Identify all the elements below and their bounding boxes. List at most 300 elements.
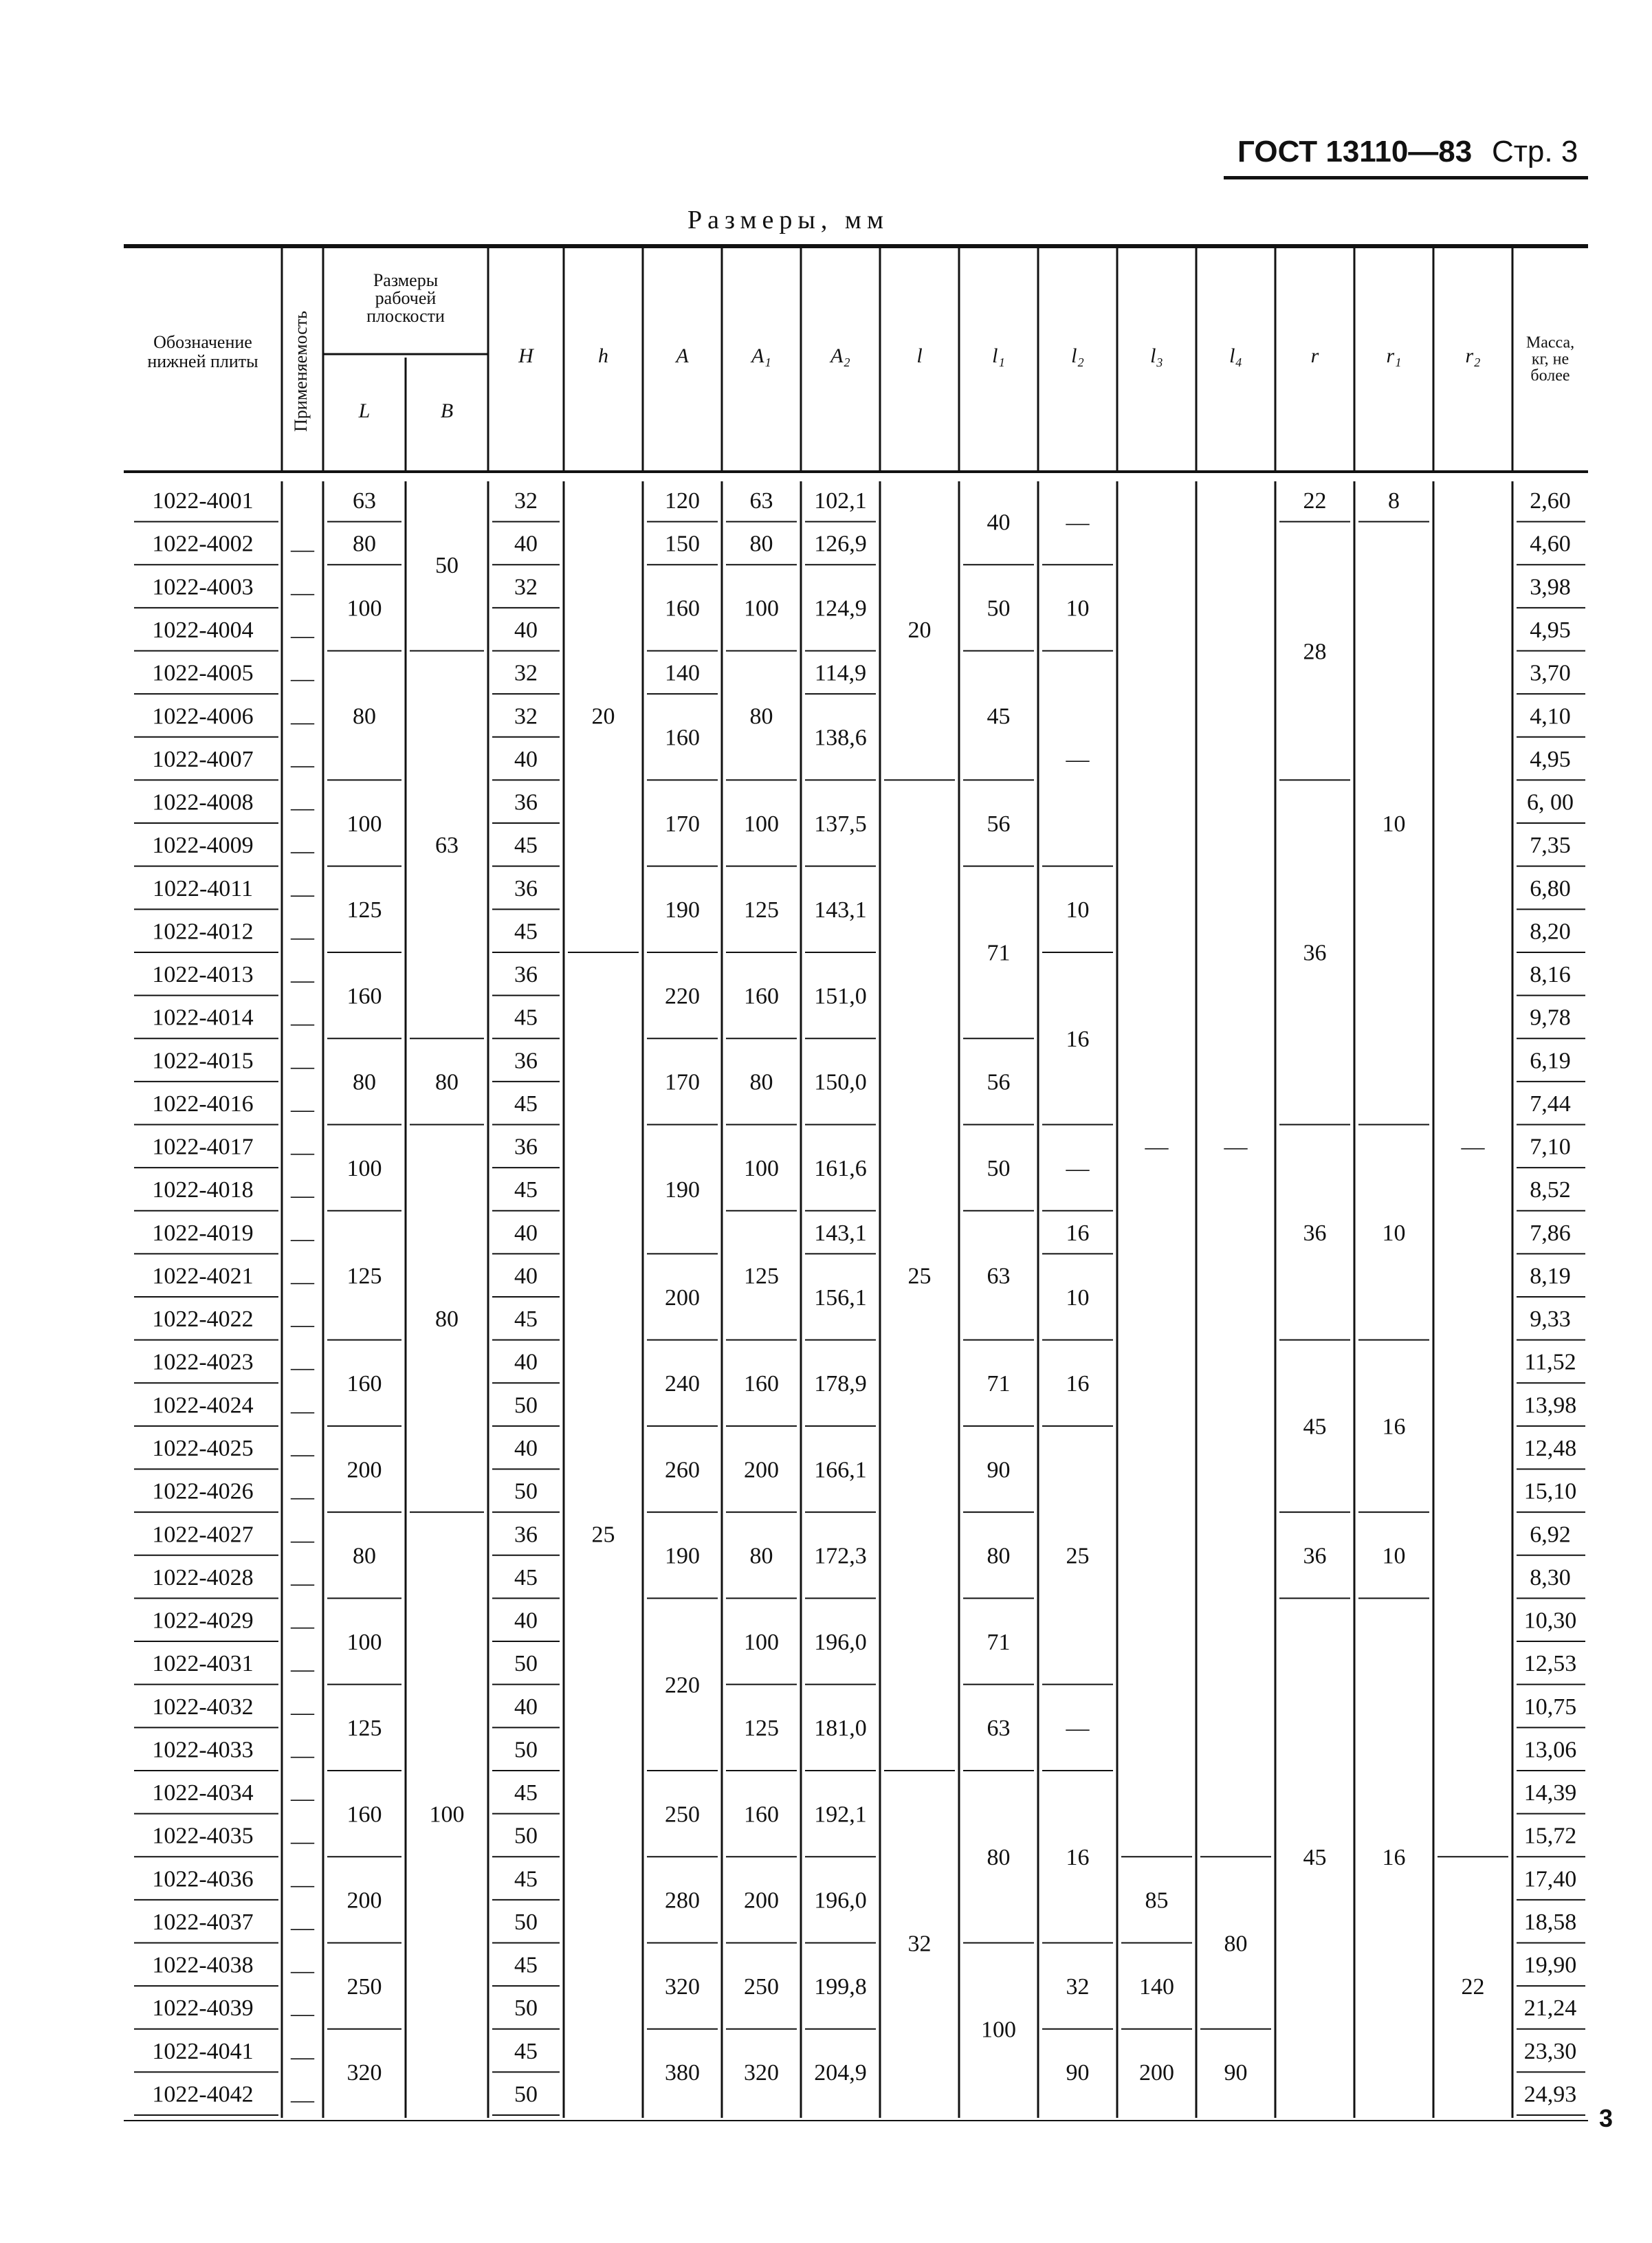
- a-cell: 220: [665, 1672, 700, 1698]
- b-cell: 80: [435, 1069, 459, 1095]
- applicability-cell: —: [291, 838, 314, 864]
- applicability-cell: —: [291, 1312, 314, 1338]
- header-mass: более: [1530, 366, 1570, 385]
- applicability-cell: —: [291, 1914, 314, 1940]
- r2-cell: —: [1461, 1134, 1485, 1160]
- r-cell: 36: [1303, 1220, 1327, 1246]
- a2-cell: 143,1: [814, 897, 867, 923]
- designation-cell: 1022-4038: [152, 1952, 254, 1978]
- h-height-cell: 45: [514, 919, 538, 945]
- l1-cell: 80: [987, 1543, 1011, 1569]
- applicability-cell: —: [291, 924, 314, 950]
- mass-cell: 8,19: [1530, 1263, 1571, 1289]
- h-height-cell: 32: [514, 488, 538, 514]
- applicability-cell: —: [291, 1570, 314, 1596]
- header-designation: Обозначение: [153, 331, 252, 352]
- designation-cell: 1022-4036: [152, 1866, 254, 1892]
- a1-cell: 80: [749, 531, 773, 557]
- mass-cell: 8,20: [1530, 919, 1571, 945]
- designation-cell: 1022-4007: [152, 746, 254, 772]
- designation-cell: 1022-4001: [152, 488, 254, 514]
- mass-cell: 12,48: [1523, 1436, 1577, 1462]
- standard-number: ГОСТ 13110—83: [1237, 135, 1473, 168]
- mass-cell: 6, 00: [1527, 789, 1574, 816]
- applicability-cell: —: [291, 881, 314, 907]
- applicability-cell: —: [291, 1010, 314, 1036]
- l-cell: 100: [346, 1629, 382, 1655]
- designation-cell: 1022-4003: [152, 574, 254, 600]
- mass-cell: 4,60: [1530, 531, 1571, 557]
- l2-cell: —: [1066, 510, 1090, 536]
- a1-cell: 80: [749, 1069, 773, 1095]
- l2-cell: 10: [1066, 897, 1090, 923]
- mass-cell: 10,30: [1523, 1608, 1577, 1634]
- designation-cell: 1022-4034: [152, 1780, 254, 1806]
- header-working-surface: рабочей: [375, 287, 437, 308]
- a-cell: 170: [665, 811, 700, 837]
- h-height-cell: 45: [514, 1866, 538, 1892]
- designation-cell: 1022-4042: [152, 2081, 254, 2108]
- header-l: L: [358, 399, 371, 422]
- r-cell: 36: [1303, 940, 1327, 966]
- a1-cell: 100: [744, 811, 779, 837]
- h-height-cell: 45: [514, 1780, 538, 1806]
- a2-cell: 156,1: [814, 1284, 867, 1311]
- header-working-surface: плоскости: [366, 305, 445, 326]
- a-cell: 220: [665, 983, 700, 1009]
- mass-cell: 13,06: [1523, 1737, 1577, 1763]
- a-cell: 250: [665, 1802, 700, 1828]
- applicability-cell: —: [291, 967, 314, 994]
- l4-cell: 80: [1224, 1931, 1248, 1957]
- designation-cell: 1022-4011: [152, 875, 254, 901]
- mass-cell: 19,90: [1523, 1952, 1577, 1978]
- designation-cell: 1022-4035: [152, 1823, 254, 1849]
- applicability-cell: —: [291, 1613, 314, 1639]
- page-number: 3: [1599, 2104, 1614, 2132]
- h-height-cell: 36: [514, 1048, 538, 1074]
- h-height-cell: 40: [514, 746, 538, 772]
- l1-cell: 90: [987, 1457, 1011, 1483]
- a-cell: 120: [665, 488, 700, 514]
- h-height-cell: 32: [514, 574, 538, 600]
- l4-cell: 90: [1224, 2060, 1248, 2086]
- l2-cell: 16: [1066, 1220, 1090, 1246]
- a1-cell: 100: [744, 595, 779, 622]
- applicability-cell: —: [291, 623, 314, 649]
- designation-cell: 1022-4028: [152, 1564, 254, 1590]
- l-cell: 200: [346, 1457, 382, 1483]
- r-cell: 22: [1303, 488, 1327, 514]
- a2-cell: 161,6: [814, 1155, 867, 1181]
- designation-cell: 1022-4023: [152, 1349, 254, 1375]
- l4-cell: —: [1224, 1134, 1248, 1160]
- h-cell: 25: [591, 1522, 615, 1548]
- a1-cell: 160: [744, 1802, 779, 1828]
- designation-cell: 1022-4005: [152, 660, 254, 686]
- header-r2: r₂: [1465, 344, 1481, 367]
- h-height-cell: 40: [514, 617, 538, 644]
- l-cell: 160: [346, 1371, 382, 1397]
- l1-cell: 50: [987, 595, 1011, 622]
- applicability-cell: —: [291, 580, 314, 606]
- header-a2: A₂: [830, 344, 850, 367]
- r-cell: 28: [1303, 639, 1327, 665]
- applicability-cell: —: [291, 1786, 314, 1812]
- applicability-cell: —: [291, 1096, 314, 1122]
- a2-cell: 151,0: [814, 983, 867, 1009]
- h-height-cell: 50: [514, 1995, 538, 2022]
- mass-cell: 8,16: [1530, 962, 1571, 988]
- designation-cell: 1022-4033: [152, 1737, 254, 1763]
- page-label: Стр. 3: [1492, 135, 1578, 168]
- mass-cell: 6,92: [1530, 1522, 1571, 1548]
- designation-cell: 1022-4015: [152, 1048, 254, 1074]
- b-cell: 50: [435, 553, 459, 579]
- h-height-cell: 40: [514, 531, 538, 557]
- applicability-cell: —: [291, 1269, 314, 1295]
- l-cell: 32: [907, 1931, 932, 1957]
- designation-cell: 1022-4012: [152, 919, 254, 945]
- mass-cell: 6,80: [1530, 875, 1571, 901]
- h-height-cell: 40: [514, 1436, 538, 1462]
- header-l: l: [916, 344, 923, 367]
- b-cell: 63: [435, 833, 459, 859]
- applicability-cell: —: [291, 1828, 314, 1854]
- mass-cell: 9,78: [1530, 1005, 1571, 1031]
- l-cell: 80: [353, 1069, 376, 1095]
- l2-cell: 10: [1066, 595, 1090, 622]
- mass-cell: 23,30: [1523, 2038, 1577, 2064]
- a2-cell: 196,0: [814, 1629, 867, 1655]
- a-cell: 150: [665, 531, 700, 557]
- mass-cell: 4,10: [1530, 703, 1571, 730]
- l3-cell: 200: [1139, 2060, 1174, 2086]
- mass-cell: 21,24: [1523, 1995, 1577, 2022]
- h-height-cell: 50: [514, 1823, 538, 1849]
- l2-cell: —: [1066, 1155, 1090, 1181]
- header-l3: l₃: [1150, 344, 1163, 367]
- mass-cell: 7,35: [1530, 833, 1571, 859]
- h-height-cell: 45: [514, 1952, 538, 1978]
- mass-cell: 7,44: [1530, 1091, 1571, 1117]
- h-height-cell: 45: [514, 1564, 538, 1590]
- header-h: h: [598, 344, 608, 367]
- a-cell: 160: [665, 725, 700, 751]
- designation-cell: 1022-4002: [152, 531, 254, 557]
- designation-cell: 1022-4024: [152, 1392, 254, 1419]
- a1-cell: 125: [744, 1716, 779, 1742]
- mass-cell: 3,70: [1530, 660, 1571, 686]
- h-cell: 20: [591, 703, 615, 730]
- applicability-cell: —: [291, 2044, 314, 2070]
- h-height-cell: 50: [514, 1909, 538, 1935]
- h-height-cell: 36: [514, 1522, 538, 1548]
- r1-cell: 10: [1382, 1543, 1406, 1569]
- h-height-cell: 50: [514, 2081, 538, 2108]
- applicability-cell: —: [291, 1699, 314, 1725]
- header-applicability: Применяемость: [290, 311, 311, 432]
- a-cell: 190: [665, 897, 700, 923]
- mass-cell: 2,60: [1530, 488, 1571, 514]
- h-height-cell: 40: [514, 1220, 538, 1246]
- a-cell: 260: [665, 1457, 700, 1483]
- a-cell: 280: [665, 1888, 700, 1914]
- applicability-cell: —: [291, 1398, 314, 1424]
- h-height-cell: 50: [514, 1651, 538, 1677]
- a2-cell: 196,0: [814, 1888, 867, 1914]
- l3-cell: 140: [1139, 1973, 1174, 2000]
- designation-cell: 1022-4022: [152, 1306, 254, 1333]
- header-b: B: [440, 399, 454, 422]
- l1-cell: 63: [987, 1716, 1011, 1742]
- a1-cell: 80: [749, 703, 773, 730]
- a1-cell: 125: [744, 897, 779, 923]
- applicability-cell: —: [291, 2087, 314, 2113]
- a1-cell: 160: [744, 1371, 779, 1397]
- l-cell: 250: [346, 1973, 382, 2000]
- designation-cell: 1022-4008: [152, 789, 254, 816]
- mass-cell: 24,93: [1523, 2081, 1577, 2108]
- a1-cell: 63: [749, 488, 773, 514]
- l1-cell: 56: [987, 1069, 1011, 1095]
- applicability-cell: —: [291, 1742, 314, 1769]
- designation-cell: 1022-4026: [152, 1478, 254, 1505]
- header-r: r: [1310, 344, 1319, 367]
- designation-cell: 1022-4032: [152, 1694, 254, 1720]
- header-l4: l₄: [1229, 344, 1242, 367]
- a2-cell: 114,9: [814, 660, 867, 686]
- applicability-cell: —: [291, 795, 314, 821]
- a-cell: 140: [665, 660, 700, 686]
- applicability-cell: —: [291, 1355, 314, 1381]
- mass-cell: 12,53: [1523, 1651, 1577, 1677]
- h-height-cell: 45: [514, 833, 538, 859]
- a2-cell: 150,0: [814, 1069, 867, 1095]
- designation-cell: 1022-4031: [152, 1651, 254, 1677]
- l1-cell: 40: [987, 510, 1011, 536]
- header-working-surface: Размеры: [373, 270, 439, 290]
- r2-cell: 22: [1461, 1973, 1485, 2000]
- a1-cell: 100: [744, 1155, 779, 1181]
- a-cell: 200: [665, 1284, 700, 1311]
- applicability-cell: —: [291, 2001, 314, 2027]
- a2-cell: 199,8: [814, 1973, 867, 2000]
- l1-cell: 80: [987, 1845, 1011, 1871]
- a2-cell: 124,9: [814, 595, 867, 622]
- a-cell: 190: [665, 1543, 700, 1569]
- a1-cell: 200: [744, 1457, 779, 1483]
- designation-cell: 1022-4014: [152, 1005, 254, 1031]
- mass-cell: 13,98: [1523, 1392, 1577, 1419]
- l1-cell: 56: [987, 811, 1011, 837]
- l2-cell: 32: [1066, 1973, 1090, 2000]
- h-height-cell: 40: [514, 1608, 538, 1634]
- applicability-cell: —: [291, 1958, 314, 1984]
- a1-cell: 100: [744, 1629, 779, 1655]
- applicability-cell: —: [291, 752, 314, 778]
- applicability-cell: —: [291, 1441, 314, 1467]
- l-cell: 100: [346, 1155, 382, 1181]
- l-cell: 320: [346, 2060, 382, 2086]
- l-cell: 100: [346, 811, 382, 837]
- h-height-cell: 32: [514, 703, 538, 730]
- l-cell: 125: [346, 897, 382, 923]
- applicability-cell: —: [291, 666, 314, 692]
- header-mass: кг, не: [1531, 350, 1570, 369]
- applicability-cell: —: [291, 1872, 314, 1898]
- l2-cell: 16: [1066, 1371, 1090, 1397]
- h-height-cell: 45: [514, 1306, 538, 1333]
- a2-cell: 172,3: [814, 1543, 867, 1569]
- l-cell: 80: [353, 531, 376, 557]
- l2-cell: —: [1066, 1716, 1090, 1742]
- l1-cell: 45: [987, 703, 1011, 730]
- r1-cell: 8: [1388, 488, 1400, 514]
- header-l2: l₂: [1071, 344, 1084, 367]
- applicability-cell: —: [291, 1527, 314, 1553]
- h-height-cell: 40: [514, 1263, 538, 1289]
- h-height-cell: 45: [514, 1091, 538, 1117]
- l1-cell: 50: [987, 1155, 1011, 1181]
- header-h: H: [518, 344, 533, 367]
- designation-cell: 1022-4013: [152, 962, 254, 988]
- h-height-cell: 50: [514, 1478, 538, 1505]
- h-height-cell: 40: [514, 1694, 538, 1720]
- applicability-cell: —: [291, 1225, 314, 1251]
- r1-cell: 10: [1382, 1220, 1406, 1246]
- mass-cell: 18,58: [1523, 1909, 1577, 1935]
- mass-cell: 4,95: [1530, 617, 1571, 644]
- a1-cell: 250: [744, 1973, 779, 2000]
- h-height-cell: 50: [514, 1392, 538, 1419]
- mass-cell: 11,52: [1524, 1349, 1576, 1375]
- designation-cell: 1022-4004: [152, 617, 254, 644]
- r1-cell: 16: [1382, 1845, 1406, 1871]
- mass-cell: 7,10: [1530, 1134, 1571, 1160]
- header-a1: A₁: [751, 344, 771, 367]
- designation-cell: 1022-4021: [152, 1263, 254, 1289]
- l2-cell: 90: [1066, 2060, 1090, 2086]
- a2-cell: 143,1: [814, 1220, 867, 1246]
- mass-cell: 3,98: [1530, 574, 1571, 600]
- designation-cell: 1022-4029: [152, 1608, 254, 1634]
- a2-cell: 126,9: [814, 531, 867, 557]
- table-caption: Размеры, мм: [687, 206, 890, 234]
- h-height-cell: 36: [514, 962, 538, 988]
- a2-cell: 137,5: [814, 811, 867, 837]
- mass-cell: 15,72: [1523, 1823, 1577, 1849]
- designation-cell: 1022-4017: [152, 1134, 254, 1160]
- a-cell: 190: [665, 1177, 700, 1203]
- a-cell: 240: [665, 1371, 700, 1397]
- applicability-cell: —: [291, 1053, 314, 1080]
- b-cell: 100: [429, 1802, 465, 1828]
- l2-cell: 16: [1066, 1027, 1090, 1053]
- h-height-cell: 32: [514, 660, 538, 686]
- l-cell: 20: [907, 617, 932, 644]
- designation-cell: 1022-4039: [152, 1995, 254, 2022]
- a1-cell: 125: [744, 1263, 779, 1289]
- l-cell: 80: [353, 703, 376, 730]
- l3-cell: 85: [1145, 1888, 1169, 1914]
- header-r1: r₁: [1386, 344, 1402, 367]
- a2-cell: 138,6: [814, 725, 867, 751]
- l2-cell: 25: [1066, 1543, 1090, 1569]
- a2-cell: 204,9: [814, 2060, 867, 2086]
- a-cell: 380: [665, 2060, 700, 2086]
- h-height-cell: 50: [514, 1737, 538, 1763]
- l-cell: 25: [907, 1263, 932, 1289]
- l1-cell: 71: [987, 940, 1011, 966]
- h-height-cell: 45: [514, 2038, 538, 2064]
- applicability-cell: —: [291, 1656, 314, 1683]
- a2-cell: 102,1: [814, 488, 867, 514]
- mass-cell: 9,33: [1530, 1306, 1571, 1333]
- applicability-cell: —: [291, 536, 314, 562]
- header-a: A: [676, 344, 689, 367]
- h-height-cell: 45: [514, 1177, 538, 1203]
- l3-cell: —: [1145, 1134, 1169, 1160]
- a2-cell: 192,1: [814, 1802, 867, 1828]
- mass-cell: 15,10: [1523, 1478, 1577, 1505]
- l1-cell: 71: [987, 1629, 1011, 1655]
- designation-cell: 1022-4019: [152, 1220, 254, 1246]
- a-cell: 320: [665, 1973, 700, 2000]
- l-cell: 160: [346, 983, 382, 1009]
- designation-cell: 1022-4025: [152, 1436, 254, 1462]
- a1-cell: 320: [744, 2060, 779, 2086]
- mass-cell: 6,19: [1530, 1048, 1571, 1074]
- applicability-cell: —: [291, 1139, 314, 1166]
- l-cell: 80: [353, 1543, 376, 1569]
- l1-cell: 63: [987, 1263, 1011, 1289]
- applicability-cell: —: [291, 709, 314, 735]
- designation-cell: 1022-4027: [152, 1522, 254, 1548]
- a1-cell: 200: [744, 1888, 779, 1914]
- a1-cell: 160: [744, 983, 779, 1009]
- a1-cell: 80: [749, 1543, 773, 1569]
- header-designation: нижней плиты: [147, 351, 258, 371]
- l2-cell: 10: [1066, 1284, 1090, 1311]
- r-cell: 45: [1303, 1845, 1327, 1871]
- mass-cell: 8,30: [1530, 1564, 1571, 1590]
- h-height-cell: 36: [514, 1134, 538, 1160]
- r-cell: 45: [1303, 1414, 1327, 1440]
- l-cell: 63: [353, 488, 376, 514]
- mass-cell: 8,52: [1530, 1177, 1571, 1203]
- l-cell: 125: [346, 1263, 382, 1289]
- a2-cell: 178,9: [814, 1371, 867, 1397]
- l2-cell: 16: [1066, 1845, 1090, 1871]
- b-cell: 80: [435, 1306, 459, 1333]
- applicability-cell: —: [291, 1484, 314, 1510]
- h-height-cell: 36: [514, 789, 538, 816]
- r-cell: 36: [1303, 1543, 1327, 1569]
- designation-cell: 1022-4006: [152, 703, 254, 730]
- designation-cell: 1022-4016: [152, 1091, 254, 1117]
- header-mass: Масса,: [1526, 333, 1575, 352]
- designation-cell: 1022-4009: [152, 833, 254, 859]
- l2-cell: —: [1066, 746, 1090, 772]
- l1-cell: 71: [987, 1371, 1011, 1397]
- mass-cell: 10,75: [1523, 1694, 1577, 1720]
- l-cell: 125: [346, 1716, 382, 1742]
- mass-cell: 4,95: [1530, 746, 1571, 772]
- l1-cell: 100: [981, 2017, 1016, 2043]
- l-cell: 200: [346, 1888, 382, 1914]
- l-cell: 100: [346, 595, 382, 622]
